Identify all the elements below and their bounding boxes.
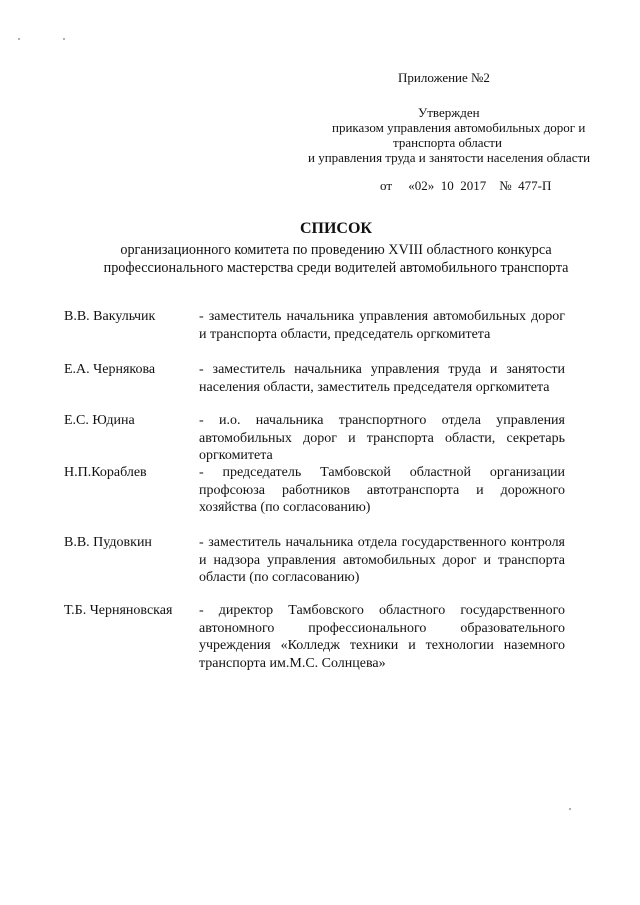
member-name: В.В. Вакульчик <box>64 309 156 324</box>
member-name: В.В. Пудовкин <box>64 535 152 550</box>
subtitle-line: профессионального мастерства среди водителей автомобильного транспорта <box>103 260 569 276</box>
member-role: - заместитель начальника управления автомобильных дорог и транспорта области, председатель оргкомитета <box>199 309 565 342</box>
approval-line: и управления труда и занятости населения области <box>308 150 591 165</box>
member-name: Е.С. Юдина <box>64 413 135 428</box>
scan-speck <box>63 38 65 40</box>
document-title: СПИСОК <box>299 220 373 237</box>
order-date-number: от «02» 10 2017 № 477-П <box>380 178 552 193</box>
approval-line: транспорта области <box>393 135 502 150</box>
subtitle-line: организационного комитета по проведению XVIII областного конкурса <box>120 242 552 258</box>
approval-heading: Утвержден <box>418 105 480 120</box>
member-name: Е.А. Чернякова <box>64 362 156 377</box>
approval-line: приказом управления автомобильных дорог и <box>332 120 586 135</box>
scan-speck <box>18 38 20 40</box>
scan-speck <box>569 808 571 810</box>
member-role: - заместитель начальника управления труда и занятости населения области, заместитель председателя оргкомитета <box>199 362 565 395</box>
member-role: - председатель Тамбовской областной организации профсоюза работников автотранспорта и дорожного хозяйства (по согласованию) <box>199 465 565 515</box>
member-role: - и.о. начальника транспортного отдела управления автомобильных дорог и транспорта области, секретарь оргкомитета <box>199 413 565 463</box>
member-name: Н.П.Кораблев <box>64 465 147 480</box>
member-role: - заместитель начальника отдела государственного контроля и надзора управления автомобильных дорог и транспорта области (по согласованию) <box>199 535 565 585</box>
appendix-label: Приложение №2 <box>398 70 490 85</box>
member-role: - директор Тамбовского областного государственного автономного профессионального образовательного учреждения «Колледж техники и технологии наземного транспорта им.М.С. Солнцева» <box>199 603 565 671</box>
member-name: Т.Б. Черняновская <box>64 603 173 618</box>
document-subtitle <box>60 241 612 277</box>
